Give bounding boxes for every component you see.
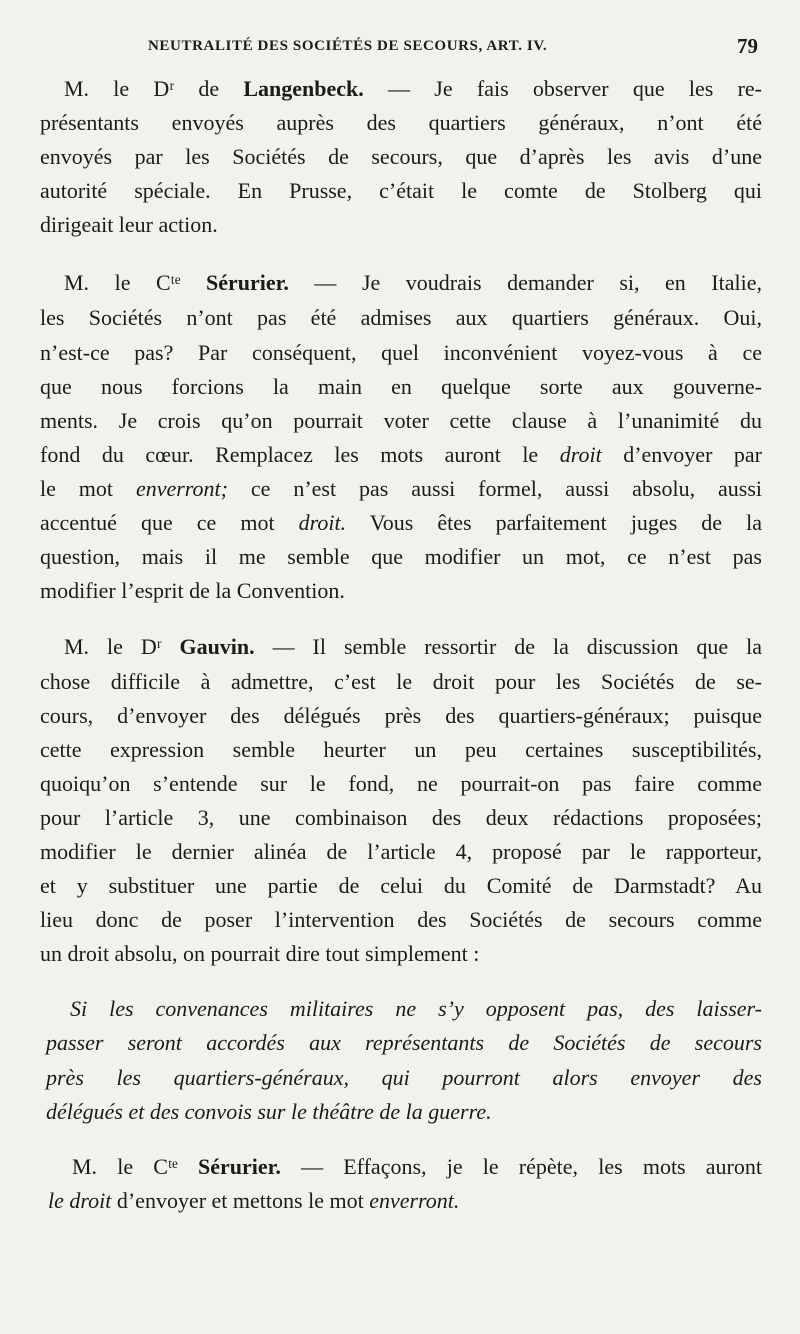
line-text: fond du cœur. Remplacez les mots auront le <box>40 442 560 467</box>
line-text: d’envoyer par <box>601 442 762 467</box>
text-line: question, mais il me semble que modifier un mot, ce n’est pas <box>40 544 762 569</box>
text-line: présentants envoyés auprès des quartiers généraux, n’ont été <box>40 110 762 135</box>
text-line: les Sociétés n’ont pas été admises aux quartiers généraux. Oui, <box>40 305 762 330</box>
emphasis: le droit <box>48 1188 112 1213</box>
text-line: ments. Je crois qu’on pourrait voter cette clause à l’unanimité du <box>40 408 762 433</box>
speaker-title: M. le Dʳ de <box>64 76 244 101</box>
speaker-title: M. le Dʳ <box>64 634 180 659</box>
speaker-name: Gauvin. <box>179 634 255 659</box>
speaker-title: M. le Cᵗᵉ <box>72 1154 198 1179</box>
quote-line: Si les convenances militaires ne s’y opposent pas, des laisser- <box>70 996 762 1021</box>
text-line <box>48 1186 762 1216</box>
text-line: pour l’article 3, une combinaison des deux rédactions proposées; <box>40 805 762 830</box>
text-line: quoiqu’on s’entende sur le fond, ne pourrait-on pas faire comme <box>40 771 762 796</box>
emphasis: enverront. <box>369 1188 460 1213</box>
text-line: dirigeait leur action. <box>40 212 218 237</box>
running-head <box>40 34 758 64</box>
text-line <box>40 632 762 662</box>
text-line: et y substituer une partie de celui du Comité de Darmstadt? Au <box>40 873 762 898</box>
line-text: — Je voudrais demander si, en Italie, <box>288 270 762 295</box>
emphasis: enverront; <box>135 476 228 501</box>
text-line: modifier le dernier alinéa de l’article 4, proposé par le rapporteur, <box>40 839 762 864</box>
quote-line: délégués et des convois sur le théâtre de la guerre. <box>46 1099 492 1124</box>
line-text: Vous êtes parfaitement juges de la <box>346 510 762 535</box>
speaker-name: Sérurier. <box>206 270 289 295</box>
text-line: envoyés par les Sociétés de secours, que d’après les avis d’une <box>40 144 762 169</box>
speaker-name: Langenbeck. <box>243 76 364 101</box>
emphasis: droit. <box>298 510 347 535</box>
line-text: — Il semble ressortir de la discussion que la <box>254 634 762 659</box>
text-line: autorité spéciale. En Prusse, c’était le comte de Stolberg qui <box>40 178 762 203</box>
line-text: — Effaçons, je le répète, les mots auront <box>280 1154 762 1179</box>
text-line <box>40 440 762 470</box>
text-line: modifier l’esprit de la Convention. <box>40 578 345 603</box>
text-line: chose difficile à admettre, c’est le droit pour les Sociétés de se- <box>40 669 762 694</box>
text-line: que nous forcions la main en quelque sorte aux gouverne- <box>40 374 762 399</box>
running-title: NEUTRALITÉ DES SOCIÉTÉS DE SECOURS, ART. IV. <box>148 38 548 54</box>
line-text: le mot <box>40 476 136 501</box>
text-line <box>40 268 762 298</box>
quote-line: passer seront accordés aux représentants de Sociétés de secours <box>46 1030 762 1055</box>
page-number: 79 <box>737 34 758 58</box>
line-text: d’envoyer et mettons le mot <box>111 1188 370 1213</box>
line-text: ce n’est pas aussi formel, aussi absolu, aussi <box>227 476 762 501</box>
line-text: accentué que ce mot <box>40 510 299 535</box>
text-line <box>40 1152 762 1182</box>
quote-line: près les quartiers-généraux, qui pourront alors envoyer des <box>46 1065 762 1090</box>
text-line: un droit absolu, on pourrait dire tout simplement : <box>40 941 480 966</box>
emphasis: droit <box>559 442 602 467</box>
text-line: n’est-ce pas? Par conséquent, quel inconvénient voyez-vous à ce <box>40 340 762 365</box>
text-line <box>40 508 762 538</box>
speaker-name: Sérurier. <box>198 1154 281 1179</box>
text-line <box>40 74 762 104</box>
text-line: cette expression semble heurter un peu certaines susceptibilités, <box>40 737 762 762</box>
line-text: — Je fais observer que les re- <box>363 76 762 101</box>
text-line <box>40 474 762 504</box>
text-line: lieu donc de poser l’intervention des Sociétés de secours comme <box>40 907 762 932</box>
speaker-title: M. le Cᵗᵉ <box>64 270 207 295</box>
text-line: cours, d’envoyer des délégués près des quartiers-généraux; puisque <box>40 703 762 728</box>
